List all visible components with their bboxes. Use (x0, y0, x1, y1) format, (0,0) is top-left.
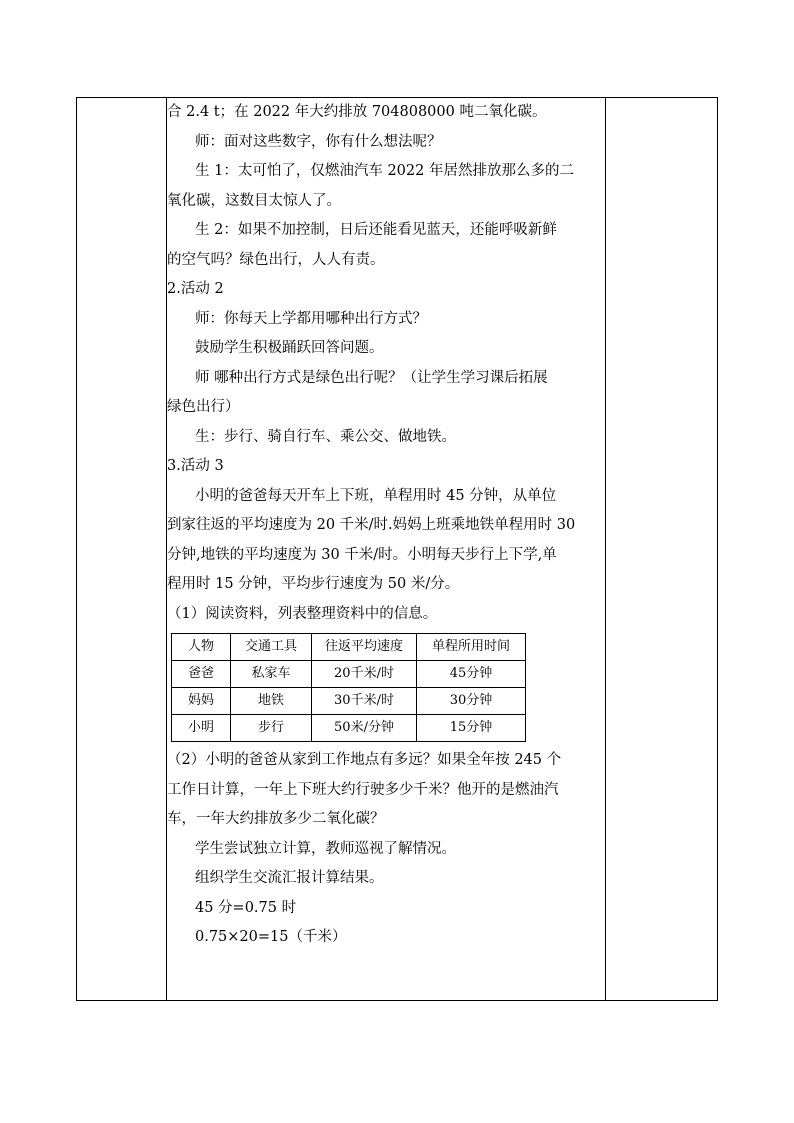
text-line: 工作日计算，一年上下班大约行驶多少千米？他开的是燃油汽 (167, 781, 559, 798)
table-cell: 步行 (231, 715, 312, 742)
table-cell: 私家车 (231, 661, 312, 688)
text-line: 分钟,地铁的平均速度为 30 千米/时。小明每天步行上下学,单 (167, 546, 557, 563)
text-line: 小明的爸爸每天开车上下班，单程用时 45 分钟，从单位 (195, 487, 557, 504)
text-line: 学生尝试独立计算，教师巡视了解情况。 (195, 840, 456, 857)
text-line: 绿色出行） (167, 399, 240, 415)
text-line: 师 哪种出行方式是绿色出行呢？（让学生学习课后拓展 (195, 369, 548, 386)
text-line: 生 1：太可怕了，仅燃油汽车 2022 年居然排放那么多的二 (195, 163, 574, 179)
text-line: 车，一年大约排放多少二氧化碳？ (167, 811, 385, 827)
table-cell: 小明 (172, 715, 231, 742)
table-cell: 45分钟 (417, 661, 526, 688)
table-cell: 15分钟 (417, 715, 526, 742)
text-line: 组织学生交流汇报计算结果。 (195, 870, 384, 886)
table-cell: 地铁 (231, 688, 312, 715)
text-line: 鼓励学生积极踊跃回答问题。 (195, 340, 384, 356)
column-divider-right (605, 98, 606, 1000)
content-paragraphs-before (167, 98, 605, 629)
header-cell: 交通工具 (231, 634, 312, 661)
text-line: （1）阅读资料，列表整理资料中的信息。 (167, 605, 438, 622)
text-line: 的空气吗？绿色出行，人人有责。 (167, 251, 385, 268)
text-line: 45 分=0.75 时 (195, 899, 297, 916)
info-table (171, 633, 526, 742)
text-line: 合 2.4 t；在 2022 年大约排放 704808000 吨二氧化碳。 (167, 104, 547, 120)
table-row (172, 661, 526, 688)
table-cell: 妈妈 (172, 688, 231, 715)
text-line: 生 2：如果不加控制，日后还能看见蓝天，还能呼吸新鲜 (195, 222, 557, 238)
table-cell: 30分钟 (417, 688, 526, 715)
lesson-table-frame (76, 97, 718, 1001)
text-line: 程用时 15 分钟，平均步行速度为 50 米/分。 (167, 576, 460, 592)
text-line: 到家往返的平均速度为 20 千米/时.妈妈上班乘地铁单程用时 30 (167, 517, 576, 533)
text-line: 师：你每天上学都用哪种出行方式？ (195, 310, 427, 327)
text-line: 氧化碳，这数目太惊人了。 (167, 192, 341, 209)
header-cell: 单程所用时间 (417, 634, 526, 661)
table-cell: 20千米/时 (312, 661, 417, 688)
text-line: （2）小明的爸爸从家到工作地点有多远？如果全年按 245 个 (167, 752, 562, 768)
table-row (172, 688, 526, 715)
text-line: 2.活动 2 (167, 281, 224, 297)
lesson-content-cell (167, 98, 605, 953)
table-row (172, 715, 526, 742)
table-cell: 50米/分钟 (312, 715, 417, 742)
content-paragraphs-after (167, 746, 605, 953)
table-cell: 30千米/时 (312, 688, 417, 715)
text-line: 3.活动 3 (167, 458, 224, 474)
text-line: 生：步行、骑自行车、乘公交、做地铁。 (195, 428, 456, 445)
text-line: 师：面对这些数字，你有什么想法呢？ (195, 133, 442, 150)
info-table-header-row (172, 634, 526, 661)
info-table-wrap (167, 629, 605, 746)
text-line: 0.75×20=15（千米） (195, 929, 347, 945)
header-cell: 往返平均速度 (312, 634, 417, 661)
header-cell: 人物 (172, 634, 231, 661)
table-cell: 爸爸 (172, 661, 231, 688)
